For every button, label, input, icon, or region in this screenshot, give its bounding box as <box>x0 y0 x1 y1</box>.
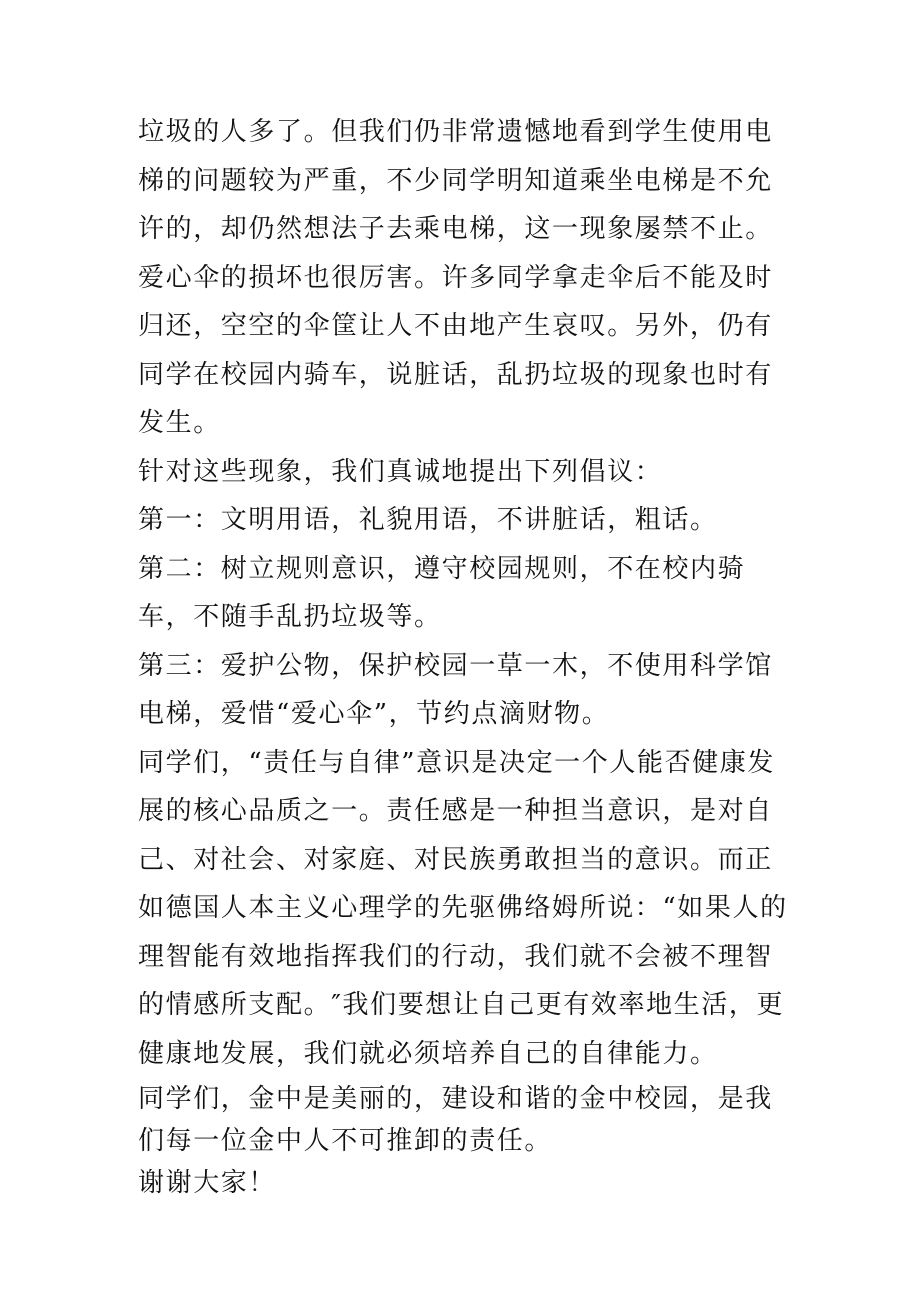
paragraph-responsibility: 同学们，“责任与自律”意识是决定一个人能否健康发展的核心品质之一。责任感是一种担当意识，是对自己、对社会、对家庭、对民族勇敢担当的意识。而正如德国人本主义心理学的先驱佛络姆所说：“如果人的理智能有效地指挥我们的行动，我们就不会被不理智的情感所支配。″我们要想让自己更有效率地生活，更健康地发展，我们就必须培养自己的自律能力。 <box>138 747 788 1069</box>
paragraph-campus-problems: 垃圾的人多了。但我们仍非常遗憾地看到学生使用电梯的问题较为严重，不少同学明知道乘坐电梯是不允许的，却仍然想法子去乘电梯，这一现象屡禁不止。爱心伞的损坏也很厉害。许多同学拿走伞后不能及时归还，空空的伞筐让人不由地产生哀叹。另外，仍有同学在校园内骑车，说脏话，乱扔垃圾的现象也时有发生。 <box>138 117 773 438</box>
paragraph-thanks: 谢谢大家！ <box>138 1168 277 1198</box>
paragraph-conclusion: 同学们，金中是美丽的，建设和谐的金中校园，是我们每一位金中人不可推卸的责任。 <box>138 1084 773 1156</box>
paragraph-proposal-first: 第一：文明用语，礼貌用语，不讲脏话，粗话。 <box>138 505 718 535</box>
paragraph-proposal-third: 第三：爱护公物，保护校园一草一木，不使用科学馆电梯，爱惜“爱心伞”，节约点滴财物。 <box>138 650 773 729</box>
paragraph-proposal-second: 第二：树立规则意识，遵守校园规则，不在校内骑车，不随手乱扔垃圾等。 <box>138 553 746 632</box>
document-body <box>138 108 788 1204</box>
paragraph-proposal-intro: 针对这些现象，我们真诚地提出下列倡议： <box>138 456 663 487</box>
